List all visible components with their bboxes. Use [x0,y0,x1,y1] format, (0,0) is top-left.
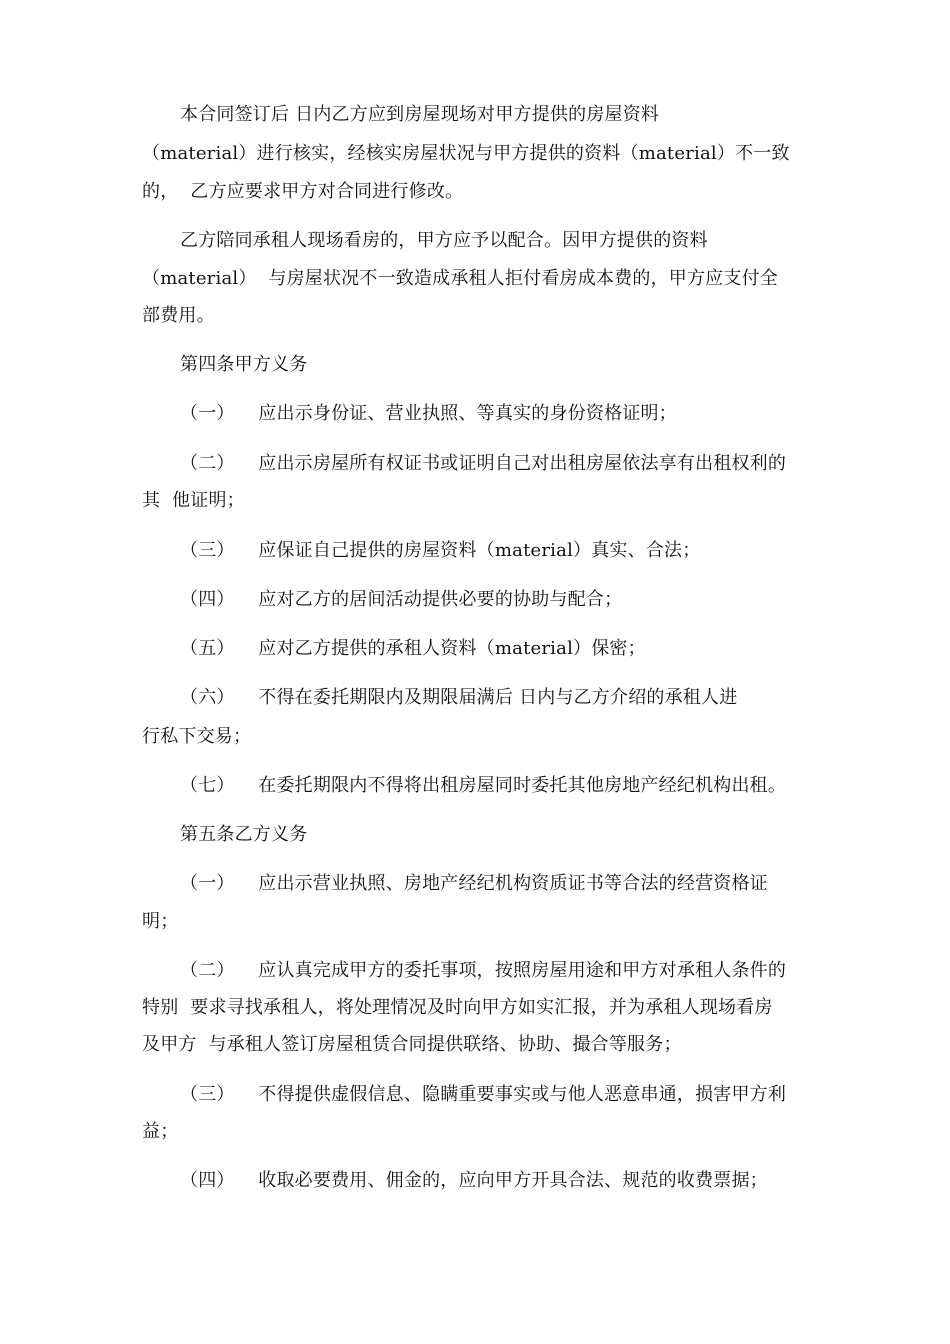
list-item: （五） 应对乙方提供的承租人资料（material）保密； [180,638,646,659]
text-line: 本合同签订后 日内乙方应到房屋现场对甲方提供的房屋资料 [180,104,660,125]
list-item: （三） 应保证自己提供的房屋资料（material）真实、合法； [180,540,701,561]
list-item: （四） 收取必要费用、佣金的，应向甲方开具合法、规范的收费票据； [180,1170,768,1191]
text-line: 部费用。 [142,305,215,326]
text-line: （material）进行核实，经核实房屋状况与甲方提供的资料（material）不一致 [142,143,790,164]
list-item: （一） 应出示营业执照、房地产经纪机构资质证书等合法的经营资格证 [180,873,768,894]
list-item-continuation: 益； [142,1121,179,1142]
list-item: （六） 不得在委托期限内及期限届满后 日内与乙方介绍的承租人进 [180,687,738,708]
section-heading: 第四条甲方义务 [180,354,308,375]
list-item: （七） 在委托期限内不得将出租房屋同时委托其他房地产经纪机构出租。 [180,775,787,796]
text-line: 乙方陪同承租人现场看房的，甲方应予以配合。因甲方提供的资料 [180,230,708,251]
text-line: （material） 与房屋状况不一致造成承租人拒付看房成本费的，甲方应支付全 [142,268,778,289]
list-item-continuation: 其 他证明； [142,490,245,511]
list-item: （四） 应对乙方的居间活动提供必要的协助与配合； [180,589,623,610]
text-line: 的， 乙方应要求甲方对合同进行修改。 [142,181,464,202]
list-item-continuation: 行私下交易； [142,726,252,747]
list-item: （三） 不得提供虚假信息、隐瞒重要事实或与他人恶意串通，损害甲方利 [180,1084,787,1105]
list-item: （一） 应出示身份证、营业执照、等真实的身份资格证明； [180,403,677,424]
list-item-continuation: 及甲方 与承租人签订房屋租赁合同提供联络、协助、撮合等服务； [142,1034,682,1055]
list-item-continuation: 特别 要求寻找承租人，将处理情况及时向甲方如实汇报，并为承租人现场看房 [142,997,773,1018]
list-item: （二） 应认真完成甲方的委托事项，按照房屋用途和甲方对承租人条件的 [180,960,787,981]
list-item: （二） 应出示房屋所有权证书或证明自己对出租房屋依法享有出租权利的 [180,453,787,474]
section-heading: 第五条乙方义务 [180,824,308,845]
list-item-continuation: 明； [142,911,179,932]
